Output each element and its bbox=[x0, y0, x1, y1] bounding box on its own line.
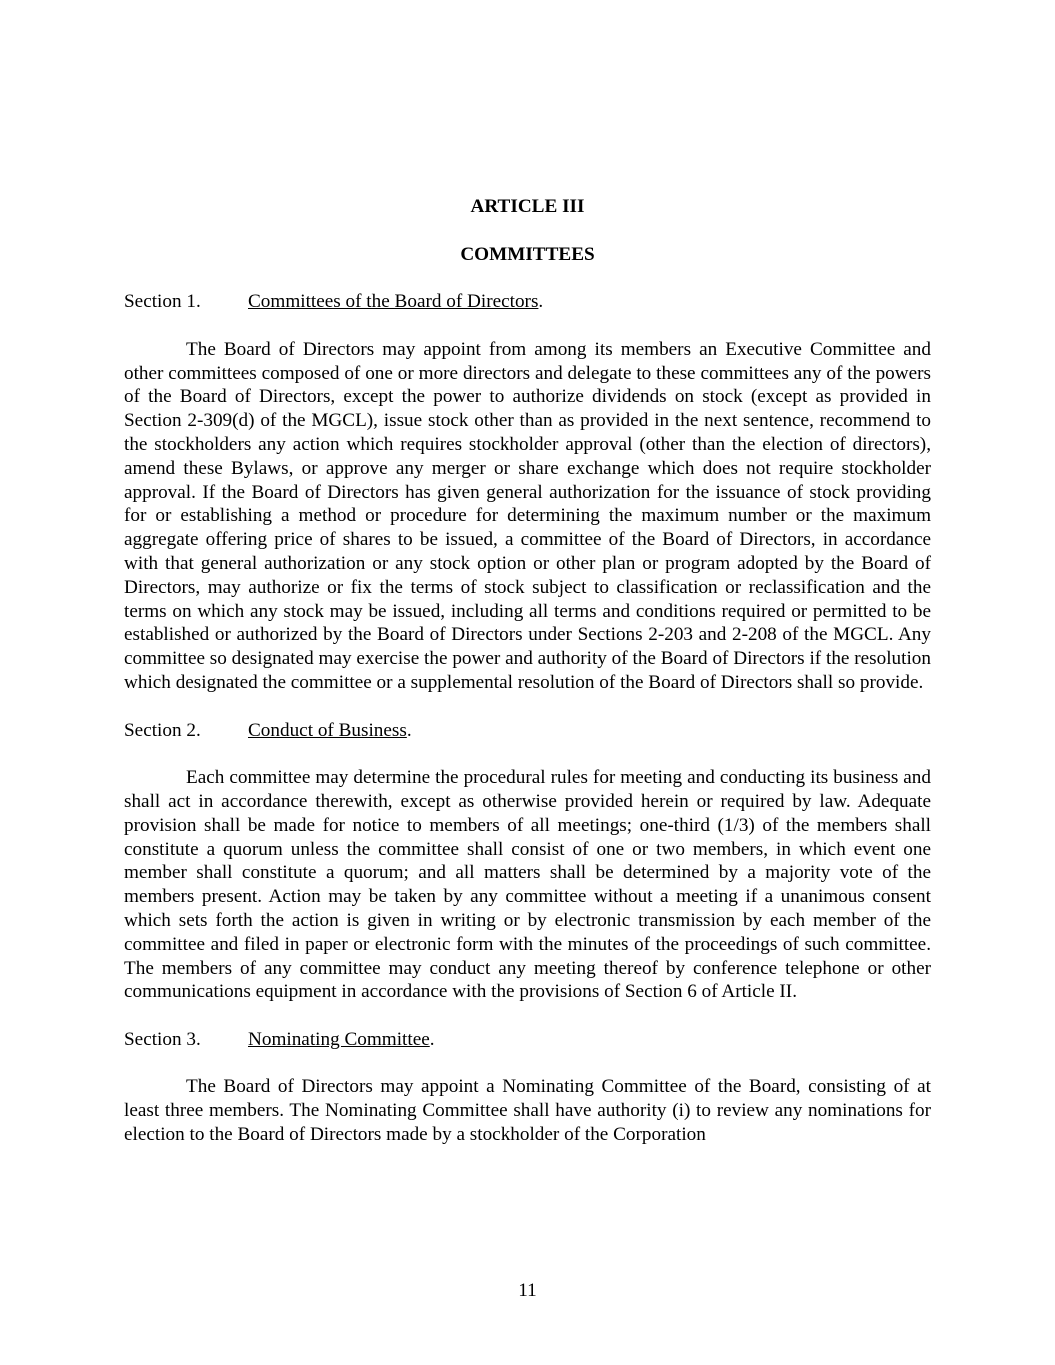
section-number: Section 1. bbox=[124, 291, 201, 313]
section-title: Committees of the Board of Directors bbox=[248, 291, 539, 313]
section-title: Conduct of Business bbox=[248, 719, 407, 741]
article-title: ARTICLE III bbox=[470, 196, 585, 217]
section-heading bbox=[124, 1028, 931, 1052]
section-body: Each committee may determine the procedural rules for meeting and conducting its business and shall act in accordance therewith, except as otherwise provided herein or required by law. Adequate provision shall be made for notice to members of all meetings; one-third (1/3) of the members shall constitute a quorum unless the committee shall consist of one or two members, in which event one member shall constitute a quorum; and all matters shall be determined by a majority vote of the members present. Action may be taken by any committee without a meeting if a unanimous consent which sets forth the action is given in writing or by electronic transmission by each member of the committee and filed in paper or electronic form with the minutes of the proceedings of such committee. The members of any committee may conduct any meeting thereof by conference telephone or other communications equipment in accordance with the provisions of Section 6 of Article II. bbox=[124, 767, 931, 1003]
section-title-suffix: . bbox=[429, 1028, 435, 1050]
section-number: Section 2. bbox=[124, 719, 201, 741]
document-page bbox=[124, 195, 931, 1147]
article-subtitle: COMMITTEES bbox=[460, 243, 595, 265]
section-heading bbox=[124, 290, 931, 314]
section-title: Nominating Committee bbox=[248, 1028, 430, 1050]
section-body: The Board of Directors may appoint a Nominating Committee of the Board, consisting of at least three members. The Nominating Committee shall have authority (i) to review any nominations for election to the Board of Directors made by a stockholder of the Corporation bbox=[124, 1076, 931, 1146]
section-title-suffix: . bbox=[406, 719, 412, 741]
section-title-suffix: . bbox=[538, 291, 544, 313]
section-heading bbox=[124, 719, 931, 743]
page-number: 11 bbox=[518, 1280, 537, 1301]
section-body: The Board of Directors may appoint from among its members an Executive Committee and other committees composed of one or more directors and delegate to these committees any of the powers of the Board of Directors, except the power to authorize dividends on stock (except as provided in Section 2-309(d) of the MGCL), issue stock other than as provided in the next sentence, recommend to the stockholders any action which requires stockholder approval (other than the election of directors), amend these Bylaws, or approve any merger or share exchange which does not require stockholder approval. If the Board of Directors has given general authorization for the issuance of stock providing for or establishing a method or procedure for determining the maximum number or the maximum aggregate offering price of shares to be issued, a committee of the Board of Directors, in accordance with that general authorization or any stock option or other plan or program adopted by the Board of Directors, may authorize or fix the terms of stock subject to classification or reclassification and the terms on which any stock may be issued, including all terms and conditions required or permitted to be established or authorized by the Board of Directors under Sections 2-203 and 2-208 of the MGCL. Any committee so designated may exercise the power and authority of the Board of Directors if the resolution which designated the committee or a supplemental resolution of the Board of Directors shall so provide. bbox=[124, 338, 931, 693]
section-number: Section 3. bbox=[124, 1028, 201, 1050]
